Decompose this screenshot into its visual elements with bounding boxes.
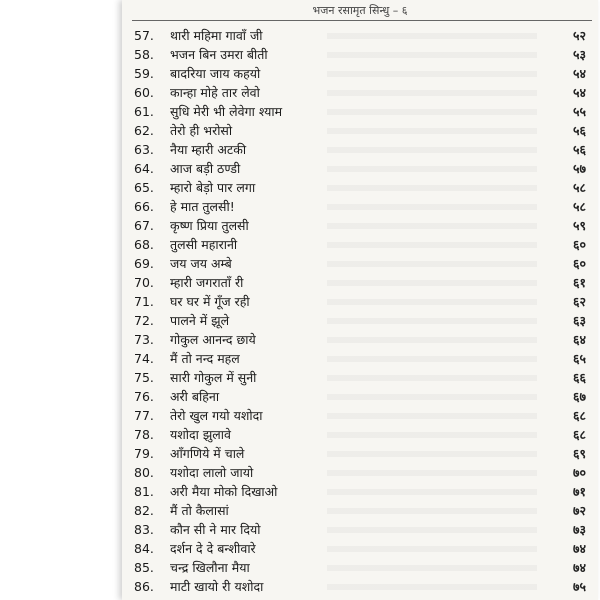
toc-entry-page: ६० [572,237,586,252]
toc-entry-page: ५८ [572,199,586,214]
toc-entry [134,159,590,178]
toc-entry [134,330,590,349]
toc-entry-page: ६७ [572,389,586,404]
toc-entry-number: 79. [134,446,154,461]
toc-entry [134,64,590,83]
toc-entry-page: ७० [572,465,586,480]
toc-entry-title: मैं तो कैलासां [170,503,229,518]
header-divider [132,20,592,21]
toc-entry-page: ५८ [572,180,586,195]
toc-entry-number: 70. [134,275,154,290]
toc-entry-title: सुधि मेरी भी लेवेगा श्याम [170,104,283,119]
toc-entry-title: तेरो ही भरोसो [170,123,233,138]
toc-entry-title: तेरो खुल गयो यशोदा [170,408,263,423]
toc-entry [134,311,590,330]
toc-entry-number: 57. [134,28,154,43]
toc-entry-number: 82. [134,503,154,518]
toc-entry-page: ६२ [572,294,586,309]
table-of-contents [134,26,590,596]
toc-entry-number: 72. [134,313,154,328]
toc-entry-page: ७२ [572,503,586,518]
running-header: भजन रसामृत सिन्धु – ६ [312,4,408,17]
toc-entry-number: 78. [134,427,154,442]
toc-entry [134,482,590,501]
toc-entry-page: ५९ [572,218,586,233]
toc-entry [134,83,590,102]
toc-entry [134,235,590,254]
toc-entry-title: म्हारो बेड़ो पार लगा [170,180,256,195]
toc-entry-page: ७५ [572,579,586,594]
toc-entry-title: कान्हा मोहे तार लेवो [170,85,260,100]
toc-entry-title: नैया म्हारी अटकी [170,142,247,157]
toc-entry-page: ६१ [572,275,586,290]
toc-entry-number: 71. [134,294,154,309]
toc-entry [134,558,590,577]
toc-entry-title: पालने में झूले [170,313,230,328]
toc-entry [134,368,590,387]
toc-entry-title: आँगणिये में चाले [170,446,245,461]
toc-entry-title: यशोदा लालो जायो [170,465,254,480]
toc-entry [134,463,590,482]
toc-entry-number: 66. [134,199,154,214]
toc-entry [134,102,590,121]
toc-entry [134,273,590,292]
toc-entry [134,26,590,45]
toc-entry-title: तुलसी महारानी [170,237,238,252]
book-page [122,0,598,600]
toc-entry-number: 61. [134,104,154,119]
toc-entry [134,45,590,64]
toc-entry-page: ५६ [572,123,586,138]
toc-entry-title: हे मात तुलसी! [170,199,235,214]
toc-entry-page: ५६ [572,142,586,157]
toc-entry-number: 68. [134,237,154,252]
toc-entry-title: कौन सी ने मार दियो [170,522,261,537]
toc-entry-number: 74. [134,351,154,366]
toc-entry [134,387,590,406]
toc-entry-page: ५३ [572,47,586,62]
toc-entry-page: ६३ [572,313,586,328]
toc-entry-page: ६८ [572,408,586,423]
toc-entry-title: दर्शन दे दे बन्शीवारे [170,541,256,556]
toc-entry [134,425,590,444]
toc-entry-page: ६८ [572,427,586,442]
toc-entry [134,197,590,216]
toc-entry-number: 86. [134,579,154,594]
toc-entry-number: 75. [134,370,154,385]
toc-entry-number: 81. [134,484,154,499]
toc-entry-number: 62. [134,123,154,138]
toc-entry [134,539,590,558]
toc-entry-page: ७४ [572,560,586,575]
toc-entry-title: म्हारी जगराताँ री [170,275,244,290]
toc-entry-title: जय जय अम्बे [170,256,232,271]
toc-entry-number: 84. [134,541,154,556]
toc-entry-title: अरी बहिना [170,389,220,404]
toc-entry [134,444,590,463]
toc-entry-page: ६९ [572,446,586,461]
toc-entry [134,406,590,425]
toc-entry-number: 67. [134,218,154,233]
toc-entry-title: आज बड़ी ठण्डी [170,161,241,176]
toc-entry [134,254,590,273]
toc-entry-page: ७१ [572,484,586,499]
toc-entry [134,501,590,520]
toc-entry-title: सारी गोकुल में सुनी [170,370,257,385]
toc-entry-number: 80. [134,465,154,480]
toc-entry [134,178,590,197]
toc-entry-title: बादरिया जाय कहयो [170,66,261,81]
toc-entry-number: 83. [134,522,154,537]
toc-entry [134,577,590,596]
toc-entry-title: घर घर में गूँज रही [170,294,250,309]
toc-entry-title: थारी महिमा गावाँ जी [170,28,263,43]
toc-entry-page: ६६ [572,370,586,385]
toc-entry-page: ५७ [572,161,586,176]
toc-entry-number: 73. [134,332,154,347]
toc-entry-title: अरी मैया मोको दिखाओ [170,484,278,499]
toc-entry-page: ५४ [572,85,586,100]
toc-entry-title: कृष्ण प्रिया तुलसी [170,218,249,233]
toc-entry-number: 77. [134,408,154,423]
toc-entry-number: 63. [134,142,154,157]
toc-entry [134,520,590,539]
toc-entry [134,292,590,311]
toc-entry-number: 64. [134,161,154,176]
toc-entry [134,140,590,159]
toc-entry-page: ५४ [572,66,586,81]
toc-entry-number: 69. [134,256,154,271]
toc-entry-page: ६४ [572,332,586,347]
toc-entry-number: 65. [134,180,154,195]
toc-entry [134,349,590,368]
toc-entry-page: ७३ [572,522,586,537]
toc-entry-number: 76. [134,389,154,404]
toc-entry-page: ७४ [572,541,586,556]
toc-entry-page: ५५ [572,104,586,119]
toc-entry-page: ६५ [572,351,586,366]
toc-entry-page: ५२ [572,28,586,43]
toc-entry-number: 58. [134,47,154,62]
toc-entry-number: 59. [134,66,154,81]
toc-entry-title: यशोदा झुलावे [170,427,231,442]
toc-entry [134,121,590,140]
toc-entry [134,216,590,235]
toc-entry-number: 85. [134,560,154,575]
toc-entry-title: चन्द्र खिलौना मैया [170,560,250,575]
toc-entry-title: भजन बिन उमरा बीती [170,47,268,62]
toc-entry-title: गोकुल आनन्द छाये [170,332,256,347]
toc-entry-title: मैं तो नन्द महल [170,351,240,366]
toc-entry-number: 60. [134,85,154,100]
toc-entry-page: ६० [572,256,586,271]
toc-entry-title: माटी खायो री यशोदा [170,579,264,594]
